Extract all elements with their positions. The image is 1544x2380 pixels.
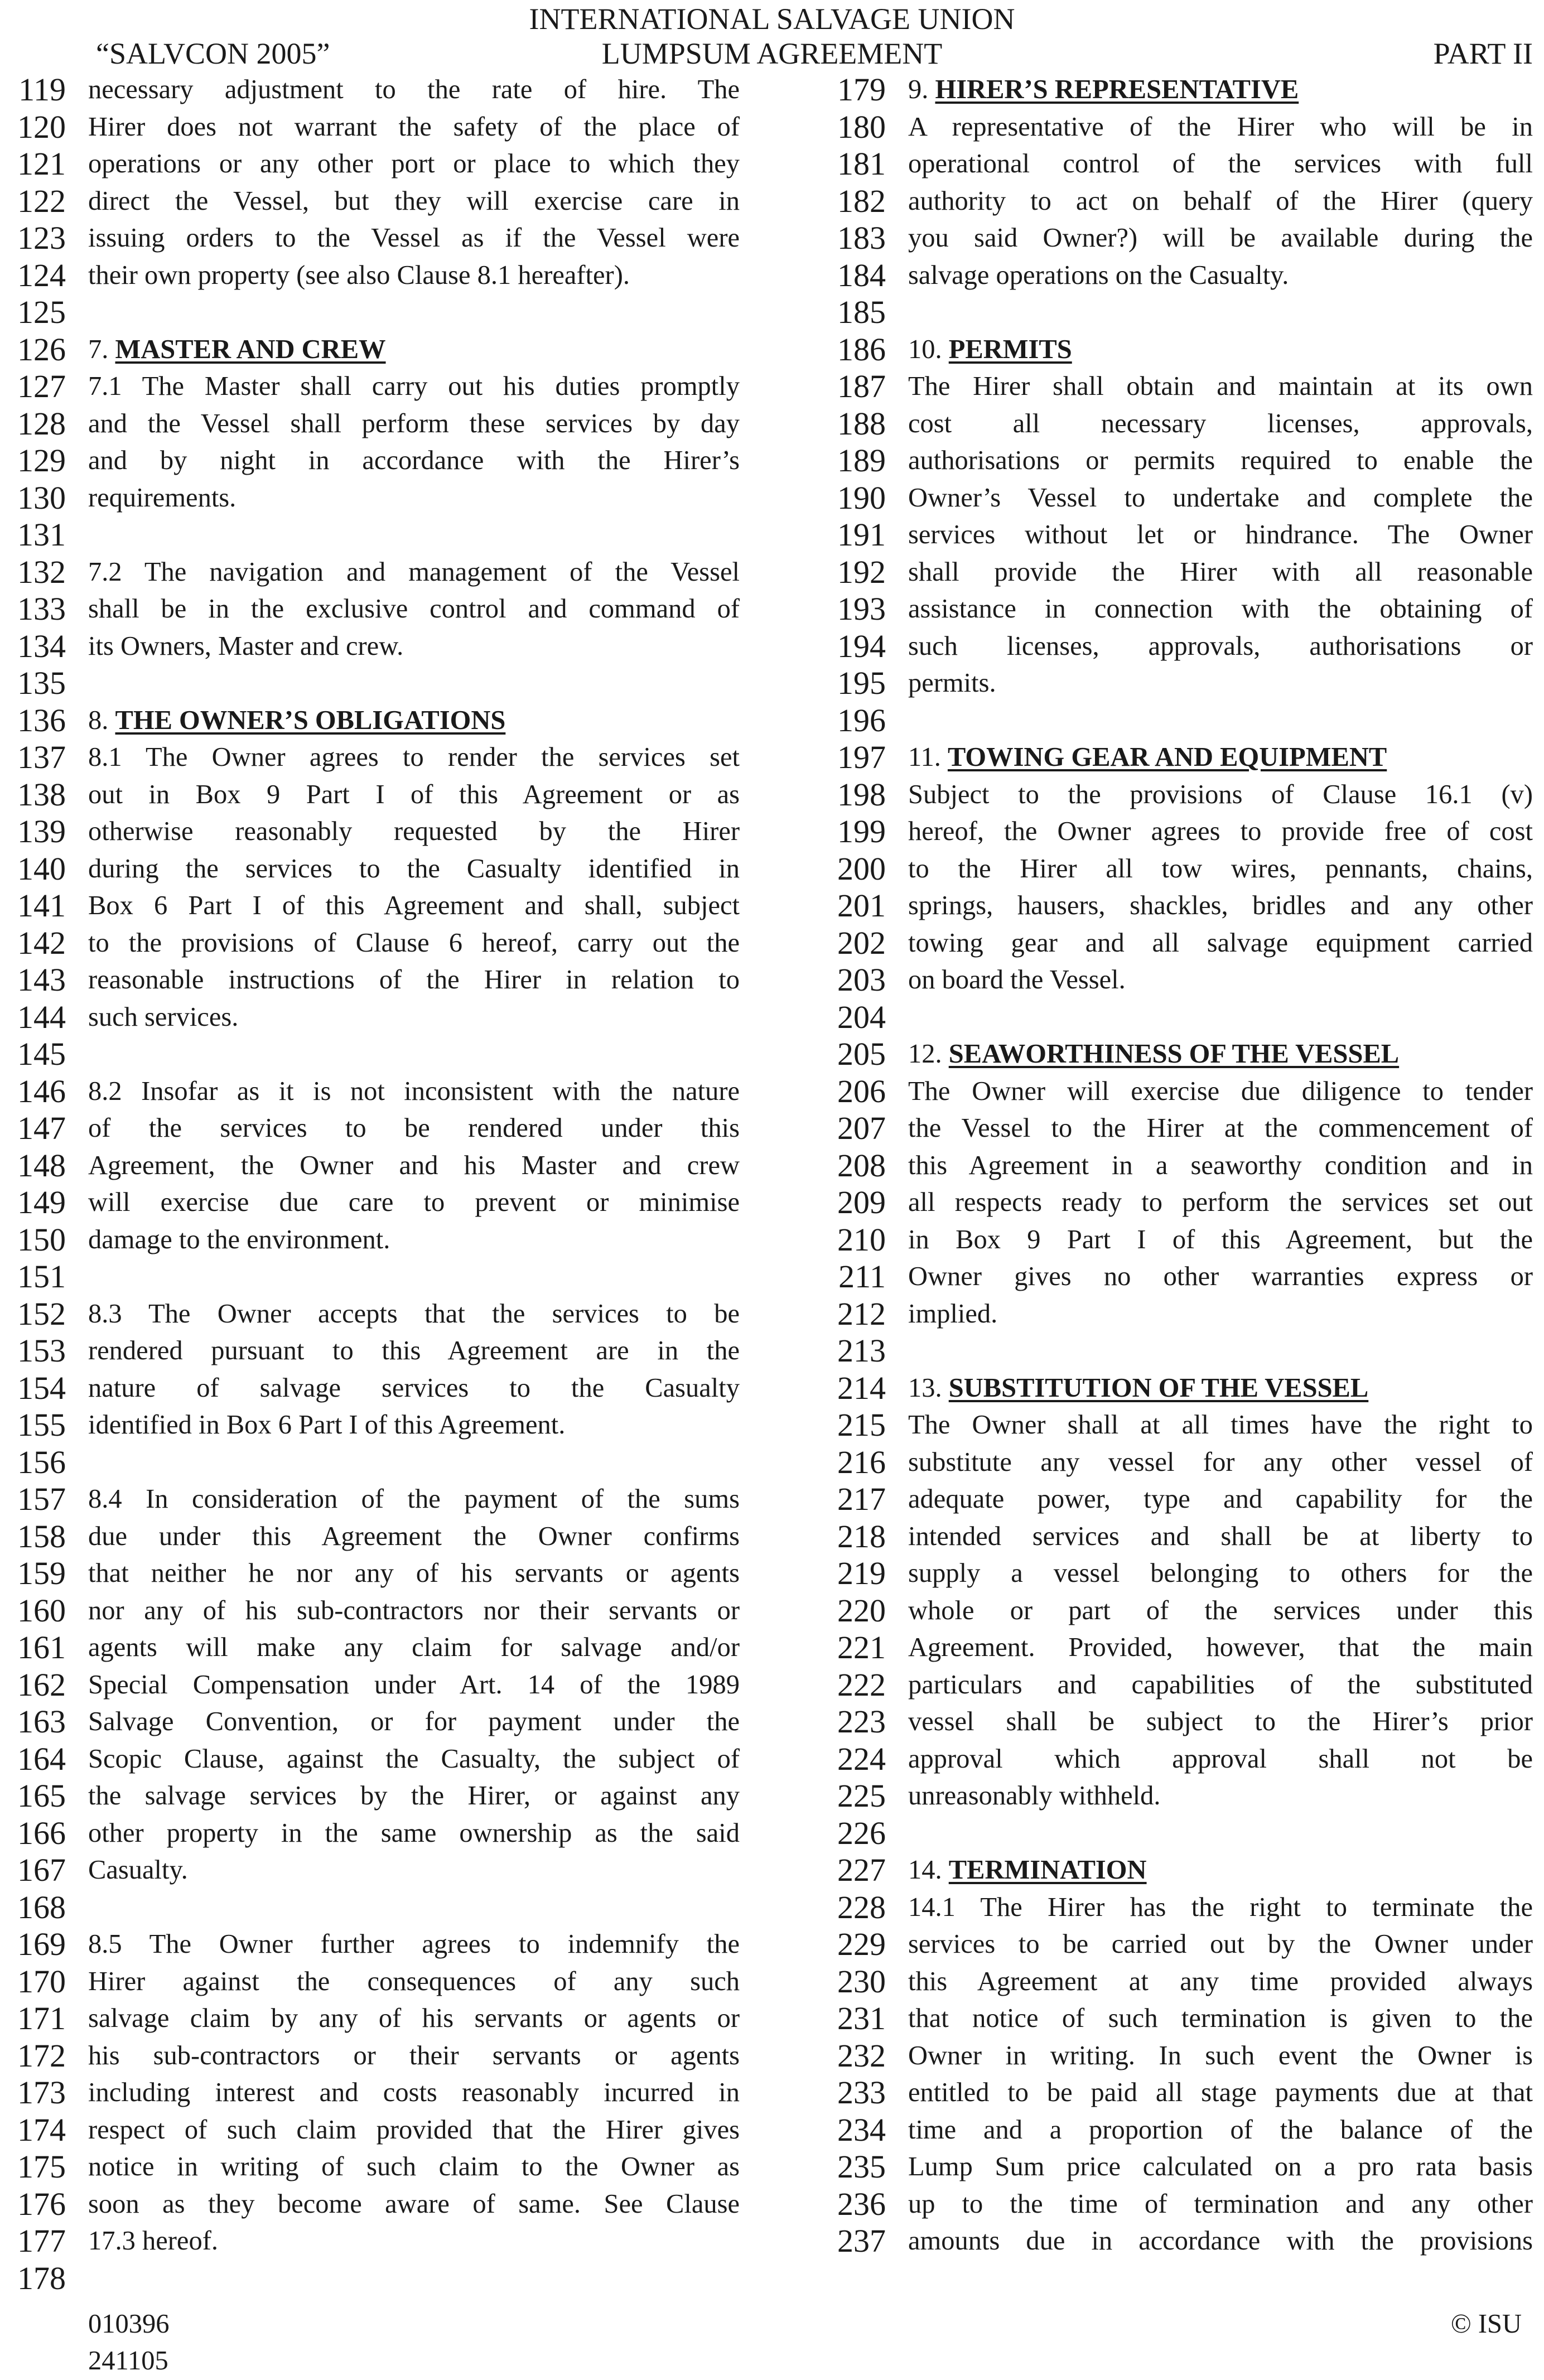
body-text-line: approval which approval shall not be (908, 1744, 1533, 1774)
line-number: 159 (17, 1555, 66, 1591)
line-number: 165 (17, 1778, 66, 1814)
body-text-line: 7.1 The Master shall carry out his duties promptly (88, 371, 740, 401)
body-text-line: Agreement, the Owner and his Master and crew (88, 1150, 740, 1180)
line-number: 237 (837, 2223, 886, 2259)
body-text-line: requirements. (88, 482, 237, 513)
line-number: 170 (17, 1963, 66, 2000)
body-text-line: respect of such claim provided that the Hirer gives (88, 2115, 740, 2145)
line-number: 140 (17, 850, 66, 887)
line-number: 202 (837, 924, 886, 961)
body-text-line: direct the Vessel, but they will exercise care in (88, 186, 740, 216)
line-number: 195 (837, 665, 886, 701)
line-number: 147 (17, 1110, 66, 1146)
body-text-line: to the provisions of Clause 6 hereof, carry out the (88, 928, 740, 958)
line-number: 225 (837, 1778, 886, 1814)
line-number: 230 (837, 1963, 886, 2000)
clause-heading (908, 1852, 1533, 1889)
line-number: 137 (17, 739, 66, 775)
body-text-line: 14.1 The Hirer has the right to terminate the (908, 1892, 1533, 1922)
line-number: 150 (17, 1221, 66, 1258)
body-text-line: Lump Sum price calculated on a pro rata basis (908, 2152, 1533, 2181)
body-text-line: this Agreement at any time provided always (908, 1966, 1533, 1996)
line-number: 231 (837, 2000, 886, 2036)
line-number: 179 (837, 71, 886, 108)
line-number: 197 (837, 739, 886, 775)
body-text-line: services without let or hindrance. The Owner (908, 520, 1533, 549)
line-number: 130 (17, 479, 66, 516)
body-text-line: The Hirer shall obtain and maintain at its own (908, 371, 1533, 401)
line-number: 199 (837, 813, 886, 849)
body-text-line: in Box 9 Part I of this Agreement, but the (908, 1224, 1533, 1254)
body-text-line: hereof, the Owner agrees to provide free of cost (908, 817, 1533, 846)
body-text-line: unreasonably withheld. (908, 1781, 1161, 1811)
body-text-line: authority to act on behalf of the Hirer (query (908, 186, 1533, 216)
body-text-line: reasonable instructions of the Hirer in relation to (88, 965, 740, 995)
line-number: 182 (837, 182, 886, 219)
body-text-line: due under this Agreement the Owner confirms (88, 1521, 740, 1551)
body-text-line: Owner in writing. In such event the Owner is (908, 2040, 1533, 2070)
body-text-line: The Owner will exercise due diligence to tender (908, 1076, 1533, 1106)
line-number: 226 (837, 1814, 886, 1851)
line-number: 232 (837, 2037, 886, 2074)
line-number: 194 (837, 627, 886, 664)
clause-title: SEAWORTHINESS OF THE VESSEL (948, 1039, 1400, 1069)
line-number: 220 (837, 1592, 886, 1629)
line-number: 204 (837, 998, 886, 1035)
line-number: 215 (837, 1407, 886, 1443)
clause-title: HIRER’S REPRESENTATIVE (935, 75, 1299, 104)
body-text-line: implied. (908, 1298, 998, 1329)
body-text-line: other property in the same ownership as the said (88, 1818, 740, 1848)
line-number: 125 (17, 294, 66, 330)
body-text-line: A representative of the Hirer who will be in (908, 112, 1533, 142)
body-text-line: notice in writing of such claim to the Owner as (88, 2152, 740, 2181)
line-number: 149 (17, 1184, 66, 1220)
line-number: 161 (17, 1629, 66, 1665)
line-number: 175 (17, 2149, 66, 2185)
line-number: 167 (17, 1852, 66, 1888)
line-number: 218 (837, 1518, 886, 1555)
footer-code-1: 010396 (88, 2309, 170, 2339)
body-text-line: 8.3 The Owner accepts that the services to be (88, 1298, 740, 1329)
body-text-line: amounts due in accordance with the provisions (908, 2226, 1533, 2256)
line-number: 151 (17, 1258, 66, 1295)
line-number: 148 (17, 1147, 66, 1184)
body-text-line: Subject to the provisions of Clause 16.1 (v) (908, 779, 1533, 809)
body-text-line: the Vessel to the Hirer at the commencement of (908, 1113, 1533, 1143)
body-text-line: to the Hirer all tow wires, pennants, chains, (908, 853, 1533, 884)
body-text-line: will exercise due care to prevent or minimise (88, 1187, 740, 1217)
body-text-line: soon as they become aware of same. See Clause (88, 2189, 740, 2219)
body-text-line: agents will make any claim for salvage and/or (88, 1633, 740, 1662)
clause-heading (88, 331, 740, 369)
body-text-line: of the services to be rendered under this (88, 1113, 740, 1143)
body-text-line: this Agreement in a seaworthy condition and in (908, 1150, 1533, 1180)
clause-number: 11. (908, 742, 941, 772)
line-number: 133 (17, 591, 66, 627)
body-text-line: Hirer does not warrant the safety of the place of (88, 112, 740, 142)
body-text-line: towing gear and all salvage equipment carried (908, 928, 1533, 958)
body-text-line: salvage operations on the Casualty. (908, 260, 1289, 290)
line-number: 166 (17, 1814, 66, 1851)
body-text-line: shall provide the Hirer with all reasonable (908, 557, 1533, 587)
body-text-line: Owner’s Vessel to undertake and complete the (908, 482, 1533, 513)
body-text-line: Casualty. (88, 1855, 188, 1885)
body-text-line: 7.2 The navigation and management of the Vessel (88, 557, 740, 587)
clause-number: 9. (908, 75, 929, 104)
body-text-line: necessary adjustment to the rate of hire. The (88, 75, 740, 104)
line-number: 193 (837, 591, 886, 627)
clause-title: TOWING GEAR AND EQUIPMENT (947, 742, 1387, 772)
line-number: 213 (837, 1333, 886, 1369)
body-text-line: such services. (88, 1002, 239, 1032)
line-number: 229 (837, 1926, 886, 1962)
body-text-line: shall be in the exclusive control and command of (88, 594, 740, 624)
clause-heading (908, 1036, 1533, 1073)
body-text-line: particulars and capabilities of the substituted (908, 1669, 1533, 1700)
line-number: 121 (17, 146, 66, 182)
body-text-line: his sub-contractors or their servants or agents (88, 2040, 740, 2070)
body-text-line: rendered pursuant to this Agreement are in the (88, 1336, 740, 1365)
line-number: 173 (17, 2074, 66, 2111)
line-number: 233 (837, 2074, 886, 2111)
body-text-line: that neither he nor any of his servants or agents (88, 1558, 740, 1588)
line-number: 154 (17, 1369, 66, 1406)
body-text-line: whole or part of the services under this (908, 1595, 1533, 1625)
line-number: 187 (837, 368, 886, 404)
body-text-line: 17.3 hereof. (88, 2226, 218, 2256)
line-number: 156 (17, 1444, 66, 1480)
clause-number: 10. (908, 334, 942, 364)
clause-heading (908, 1370, 1533, 1407)
line-number: 171 (17, 2000, 66, 2036)
line-number: 158 (17, 1518, 66, 1555)
line-number: 192 (837, 553, 886, 590)
line-number: 143 (17, 962, 66, 998)
header-form-name: “SALVCON 2005” (96, 37, 330, 70)
line-number: 145 (17, 1036, 66, 1072)
line-number: 201 (837, 887, 886, 924)
clause-title: THE OWNER’S OBLIGATIONS (115, 705, 506, 735)
body-text-line: and by night in accordance with the Hirer’s (88, 446, 740, 475)
body-text-line: intended services and shall be at liberty to (908, 1521, 1533, 1551)
line-number: 122 (17, 182, 66, 219)
line-number: 208 (837, 1147, 886, 1184)
body-text-line: and the Vessel shall perform these services by day (88, 408, 740, 438)
line-number: 141 (17, 887, 66, 924)
body-text-line: during the services to the Casualty identified in (88, 853, 740, 884)
line-number: 178 (17, 2260, 66, 2296)
clause-heading (908, 739, 1533, 776)
line-number: 211 (838, 1258, 886, 1295)
body-text-line: their own property (see also Clause 8.1 hereafter). (88, 260, 630, 290)
body-text-line: vessel shall be subject to the Hirer’s prior (908, 1707, 1533, 1736)
line-number: 189 (837, 442, 886, 479)
body-text-line: otherwise reasonably requested by the Hirer (88, 817, 740, 846)
body-text-line: 8.2 Insofar as it is not inconsistent with the nature (88, 1076, 740, 1106)
line-number: 200 (837, 850, 886, 887)
line-number: 138 (17, 776, 66, 813)
line-number: 127 (17, 368, 66, 404)
body-text-line: assistance in connection with the obtaining of (908, 594, 1533, 624)
body-text-line: damage to the environment. (88, 1224, 390, 1254)
body-text-line: such licenses, approvals, authorisations or (908, 631, 1533, 661)
body-text-line: Owner gives no other warranties express or (908, 1262, 1533, 1291)
body-text-line: 8.1 The Owner agrees to render the services set (88, 742, 740, 772)
clause-title: SUBSTITUTION OF THE VESSEL (948, 1373, 1369, 1403)
body-text-line: out in Box 9 Part I of this Agreement or as (88, 779, 740, 809)
body-text-line: substitute any vessel for any other vessel of (908, 1447, 1533, 1477)
line-number: 196 (837, 702, 886, 738)
line-number: 223 (837, 1703, 886, 1740)
line-number: 164 (17, 1740, 66, 1777)
body-text-line: its Owners, Master and crew. (88, 631, 404, 661)
line-number: 169 (17, 1926, 66, 1962)
body-text-line: Box 6 Part I of this Agreement and shall, subject (88, 891, 740, 920)
header-org: INTERNATIONAL SALVAGE UNION (529, 2, 1015, 36)
line-number: 144 (17, 998, 66, 1035)
body-text-line: identified in Box 6 Part I of this Agreement. (88, 1410, 566, 1440)
line-number: 219 (837, 1555, 886, 1591)
body-text-line: Scopic Clause, against the Casualty, the subject of (88, 1744, 740, 1774)
footer-copyright: © ISU (1450, 2309, 1522, 2339)
line-number: 119 (18, 71, 66, 108)
line-number: 176 (17, 2185, 66, 2222)
body-text-line: on board the Vessel. (908, 965, 1126, 995)
body-text-line: services to be carried out by the Owner under (908, 1929, 1533, 1959)
clause-number: 12. (908, 1039, 942, 1069)
clause-number: 7. (88, 334, 109, 364)
line-number: 235 (837, 2149, 886, 2185)
line-number: 124 (17, 257, 66, 293)
line-number: 139 (17, 813, 66, 849)
body-text-line: Salvage Convention, or for payment under the (88, 1707, 740, 1736)
clause-title: PERMITS (948, 334, 1072, 364)
body-text-line: operations or any other port or place to which they (88, 149, 740, 178)
line-number: 205 (837, 1036, 886, 1072)
line-number: 131 (17, 516, 66, 553)
line-number: 180 (837, 108, 886, 145)
line-number: 183 (837, 220, 886, 256)
clause-title: MASTER AND CREW (115, 334, 386, 364)
body-text-line: issuing orders to the Vessel as if the Vessel were (88, 223, 740, 253)
line-number: 152 (17, 1295, 66, 1332)
body-text-line: authorisations or permits required to enable the (908, 446, 1533, 475)
clause-heading (908, 331, 1533, 369)
line-number: 228 (837, 1889, 886, 1925)
line-number: 174 (17, 2111, 66, 2148)
line-number: 185 (837, 294, 886, 330)
line-number: 234 (837, 2111, 886, 2148)
clause-title: TERMINATION (948, 1855, 1147, 1885)
line-number: 191 (837, 516, 886, 553)
line-number: 203 (837, 962, 886, 998)
line-number: 214 (837, 1369, 886, 1406)
body-text-line: Agreement. Provided, however, that the main (908, 1633, 1533, 1662)
body-text-line: supply a vessel belonging to others for the (908, 1558, 1533, 1588)
line-number: 186 (837, 331, 886, 368)
body-text-line: that notice of such termination is given to the (908, 2004, 1533, 2033)
line-number: 224 (837, 1740, 886, 1777)
body-text-line: adequate power, type and capability for the (908, 1484, 1533, 1514)
line-number: 162 (17, 1666, 66, 1703)
body-text-line: entitled to be paid all stage payments due at that (908, 2078, 1533, 2107)
body-text-line: the salvage services by the Hirer, or against any (88, 1781, 740, 1811)
line-number: 120 (17, 108, 66, 145)
body-text-line: 8.5 The Owner further agrees to indemnify the (88, 1929, 740, 1959)
line-number: 210 (837, 1221, 886, 1258)
body-text-line: operational control of the services with full (908, 149, 1533, 178)
line-number: 163 (17, 1703, 66, 1740)
line-number: 227 (837, 1852, 886, 1888)
body-text-line: permits. (908, 668, 996, 698)
line-number: 198 (837, 776, 886, 813)
clause-number: 8. (88, 705, 109, 735)
line-number: 135 (17, 665, 66, 701)
line-number: 134 (17, 627, 66, 664)
body-text-line: time and a proportion of the balance of the (908, 2115, 1533, 2145)
body-text-line: nature of salvage services to the Casualty (88, 1373, 740, 1403)
line-number: 128 (17, 405, 66, 442)
line-number: 172 (17, 2037, 66, 2074)
header-title: LUMPSUM AGREEMENT (601, 37, 943, 70)
line-number: 123 (17, 220, 66, 256)
line-number: 217 (837, 1481, 886, 1517)
footer-code-2: 241105 (88, 2346, 168, 2376)
clause-heading (908, 71, 1533, 109)
line-number: 146 (17, 1073, 66, 1109)
line-number: 153 (17, 1333, 66, 1369)
line-number: 206 (837, 1073, 886, 1109)
clause-number: 14. (908, 1855, 942, 1885)
line-number: 188 (837, 405, 886, 442)
line-number: 132 (17, 553, 66, 590)
line-number: 126 (17, 331, 66, 368)
body-text-line: all respects ready to perform the services set out (908, 1187, 1533, 1217)
body-text-line: up to the time of termination and any other (908, 2189, 1533, 2219)
line-number: 209 (837, 1184, 886, 1220)
line-number: 190 (837, 479, 886, 516)
line-number: 136 (17, 702, 66, 738)
body-text-line: springs, hausers, shackles, bridles and any other (908, 891, 1533, 920)
line-number: 129 (17, 442, 66, 479)
header-part: PART II (1433, 37, 1533, 70)
line-number: 157 (17, 1481, 66, 1517)
line-number: 160 (17, 1592, 66, 1629)
line-number: 207 (837, 1110, 886, 1146)
body-text-line: you said Owner?) will be available during the (908, 223, 1533, 253)
body-text-line: 8.4 In consideration of the payment of the sums (88, 1484, 740, 1514)
body-text-line: nor any of his sub-contractors nor their servants or (88, 1595, 740, 1625)
body-text-line: including interest and costs reasonably incurred in (88, 2078, 740, 2107)
line-number: 212 (837, 1295, 886, 1332)
clause-heading (88, 702, 740, 740)
clause-number: 13. (908, 1373, 942, 1403)
line-number: 216 (837, 1444, 886, 1480)
body-text-line: The Owner shall at all times have the right to (908, 1410, 1533, 1440)
line-number: 142 (17, 924, 66, 961)
line-number: 184 (837, 257, 886, 293)
body-text-line: Hirer against the consequences of any such (88, 1966, 740, 1996)
body-text-line: salvage claim by any of his servants or agents or (88, 2004, 740, 2033)
body-text-line: Special Compensation under Art. 14 of the 1989 (88, 1669, 740, 1700)
line-number: 236 (837, 2185, 886, 2222)
line-number: 221 (837, 1629, 886, 1665)
line-number: 168 (17, 1889, 66, 1925)
line-number: 177 (17, 2223, 66, 2259)
line-number: 155 (17, 1407, 66, 1443)
line-number: 181 (837, 146, 886, 182)
body-text-line: cost all necessary licenses, approvals, (908, 408, 1533, 438)
line-number: 222 (837, 1666, 886, 1703)
